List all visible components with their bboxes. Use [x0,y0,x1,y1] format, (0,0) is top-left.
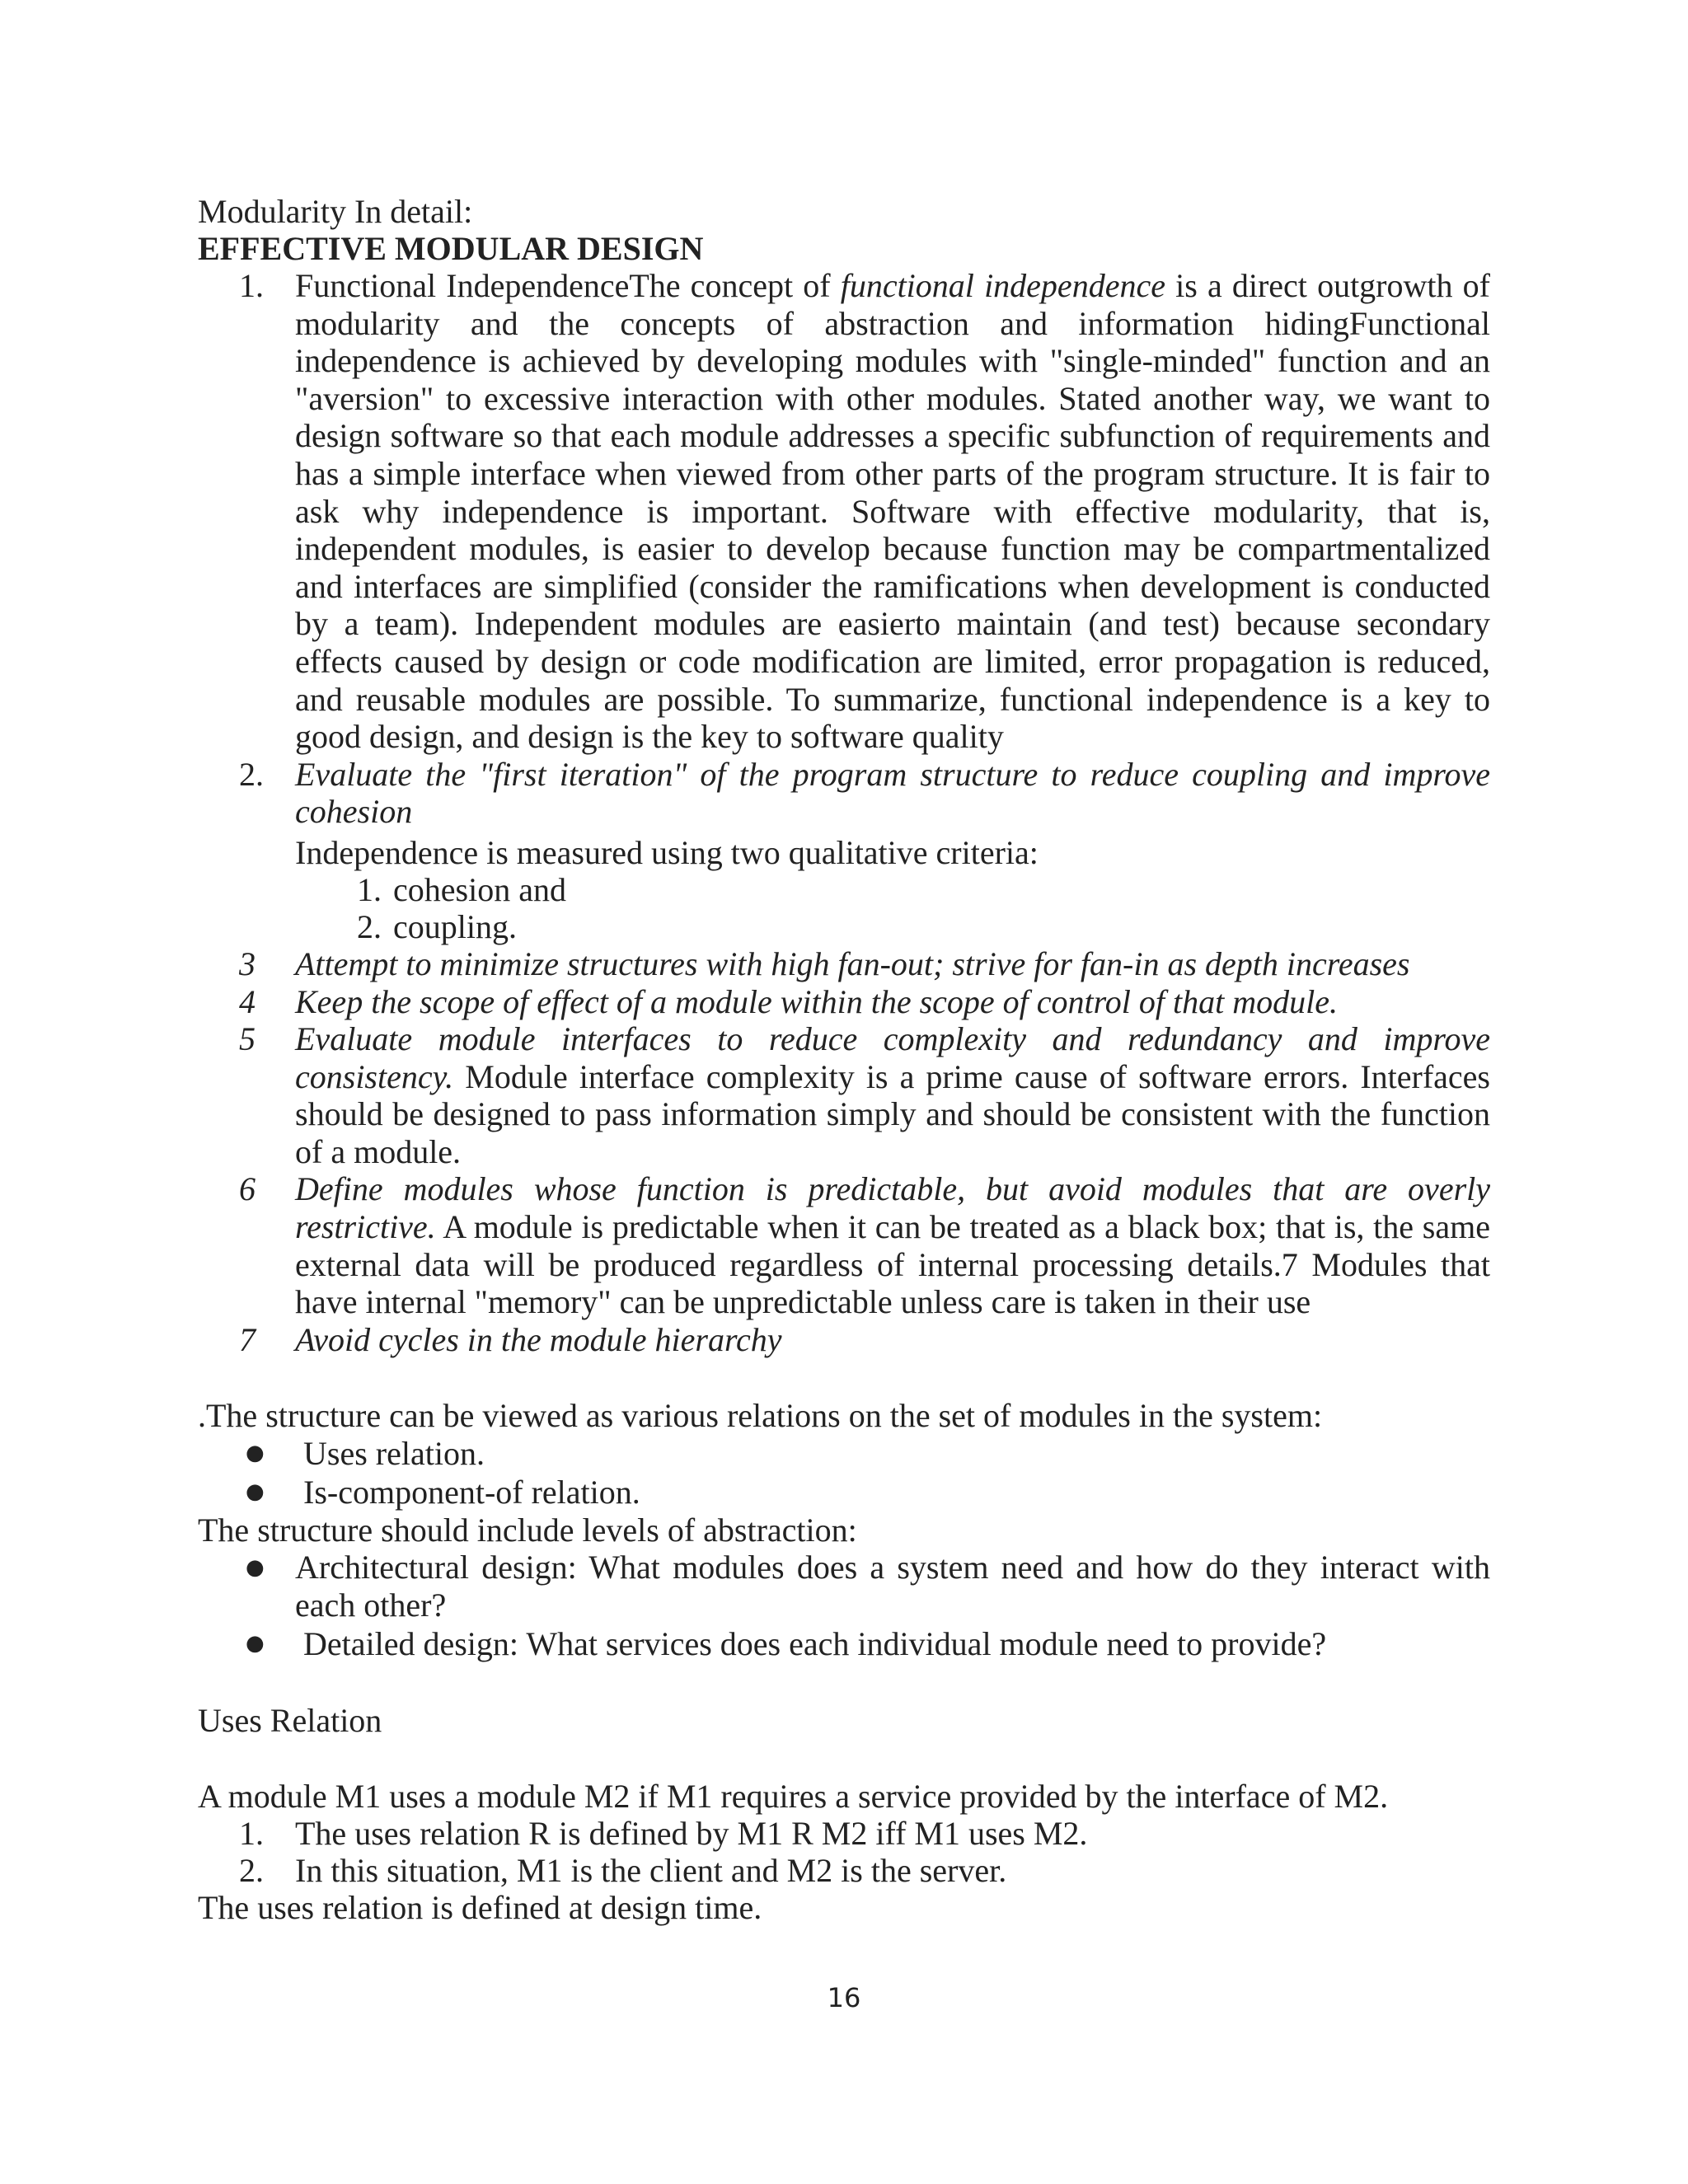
text-run: Module interface complexity is a prime cause of software errors. Interfaces should be designed to pass information simply and should be consistent with the function of a module. [295,1057,1490,1170]
italic-lead: Define modules whose function is predictable, but avoid modules that are overly restrictive. [295,1170,1490,1246]
sub-list-text: coupling. [393,907,517,945]
list-item-2 [198,756,1490,871]
list-item-1 [198,267,1490,756]
list-item-text [295,267,1490,756]
list-number: 1. [357,870,382,908]
list-number: 7 [239,1320,256,1358]
spacer [198,1739,1490,1778]
bullet-item [198,1434,1490,1473]
sub-list-item [198,871,1490,908]
list-number: 2. [239,755,264,793]
uses-list-item [198,1815,1490,1852]
text-run: Functional IndependenceThe concept of [295,267,841,304]
spacer [198,1663,1490,1702]
bullet-icon: ● [246,1441,265,1466]
list-item-7 [198,1321,1490,1359]
intro-line: Modularity In detail: [198,193,473,230]
list-number: 6 [239,1170,256,1208]
list-item-text: The uses relation R is defined by M1 R M2 iff M1 uses M2. [295,1814,1088,1852]
list-item-text [295,1020,1490,1170]
bullet-item [198,1473,1490,1511]
list-item-text: In this situation, M1 is the client and M2 is the server. [295,1851,1007,1889]
document-body [198,193,1490,1926]
text-run: A module is predictable when it can be treated as a black box; that is, the same external data will be produced regardless of internal processing details.7 Modules that have internal "memory" can be unpredictable unless care is taken in their use [295,1208,1490,1321]
bullet-icon: ● [246,1630,265,1656]
page-number: 16 [827,1982,861,2013]
italic-term: functional independence [840,267,1165,304]
list-item-text: Attempt to minimize structures with high fan-out; strive for fan-in as depth increases [295,944,1410,982]
list-item-text [295,1170,1490,1320]
list-item-3 [198,945,1490,983]
uses-definition: A module M1 uses a module M2 if M1 requires a service provided by the interface of M2. [198,1777,1389,1815]
list-number: 4 [239,982,256,1020]
list-number: 2. [357,907,382,945]
bullet-icon: ● [246,1479,265,1505]
bullet-item [198,1549,1490,1624]
text-run: is a direct outgrowth of modularity and the concepts of abstraction and information hidingFunctional independence is achieved by developing modules with "single-minded" function and an "aversion" to excessive interaction with other modules. Stated another way, we want to design software so that each module addresses a specific subfunction of requirements and has a simple interface when viewed from other parts of the program structure. It is fair to ask why independence is important. Software with effective modularity, that is, independent modules, is easier to develop because function may be compartmentalized and interfaces are simplified (consider the ramifications when development is conducted by a team). Independent modules are easierto maintain (and test) because secondary effects caused by design or code modification are limited, error propagation is reduced, and reusable modules are possible. To summarize, functional independence is a key to good design, and design is the key to software quality [295,267,1490,756]
structure-levels: The structure should include levels of abstraction: [198,1511,857,1549]
list-item-heading: Evaluate the "first iteration" of the program structure to reduce coupling and improve cohesion [295,755,1490,831]
bullet-icon: ● [246,1555,265,1581]
section-title: EFFECTIVE MODULAR DESIGN [198,230,704,267]
list-item-6 [198,1170,1490,1320]
list-item-text: Avoid cycles in the module hierarchy [295,1320,782,1358]
list-item-text: Independence is measured using two qualitative criteria: [295,833,1039,871]
list-item-text: Keep the scope of effect of a module within the scope of control of that module. [295,982,1338,1020]
uses-closing: The uses relation is defined at design time. [198,1888,762,1926]
list-number: 2. [239,1851,264,1889]
spacer [198,1358,1490,1397]
list-item-5 [198,1020,1490,1170]
uses-list-item [198,1852,1490,1889]
bullet-text: Detailed design: What services does each individual module need to provide? [303,1624,1327,1662]
bullet-text: Uses relation. [303,1435,485,1473]
list-item-4 [198,983,1490,1021]
sub-list-text: cohesion and [393,870,566,908]
italic-lead: Evaluate module interfaces to reduce complexity and redundancy and improve consistency. [295,1020,1490,1095]
sub-list-item [198,908,1490,945]
list-number: 3 [239,944,256,982]
bullet-text: Architectural design: What modules does a system need and how do they interact with each other? [295,1549,1490,1624]
list-number: 1. [239,1814,264,1852]
list-number: 1. [239,267,264,304]
uses-title: Uses Relation [198,1701,382,1739]
bullet-item [198,1624,1490,1663]
structure-intro: .The structure can be viewed as various relations on the set of modules in the system: [198,1397,1323,1435]
bullet-text: Is-component-of relation. [303,1474,640,1511]
list-number: 5 [239,1020,256,1058]
